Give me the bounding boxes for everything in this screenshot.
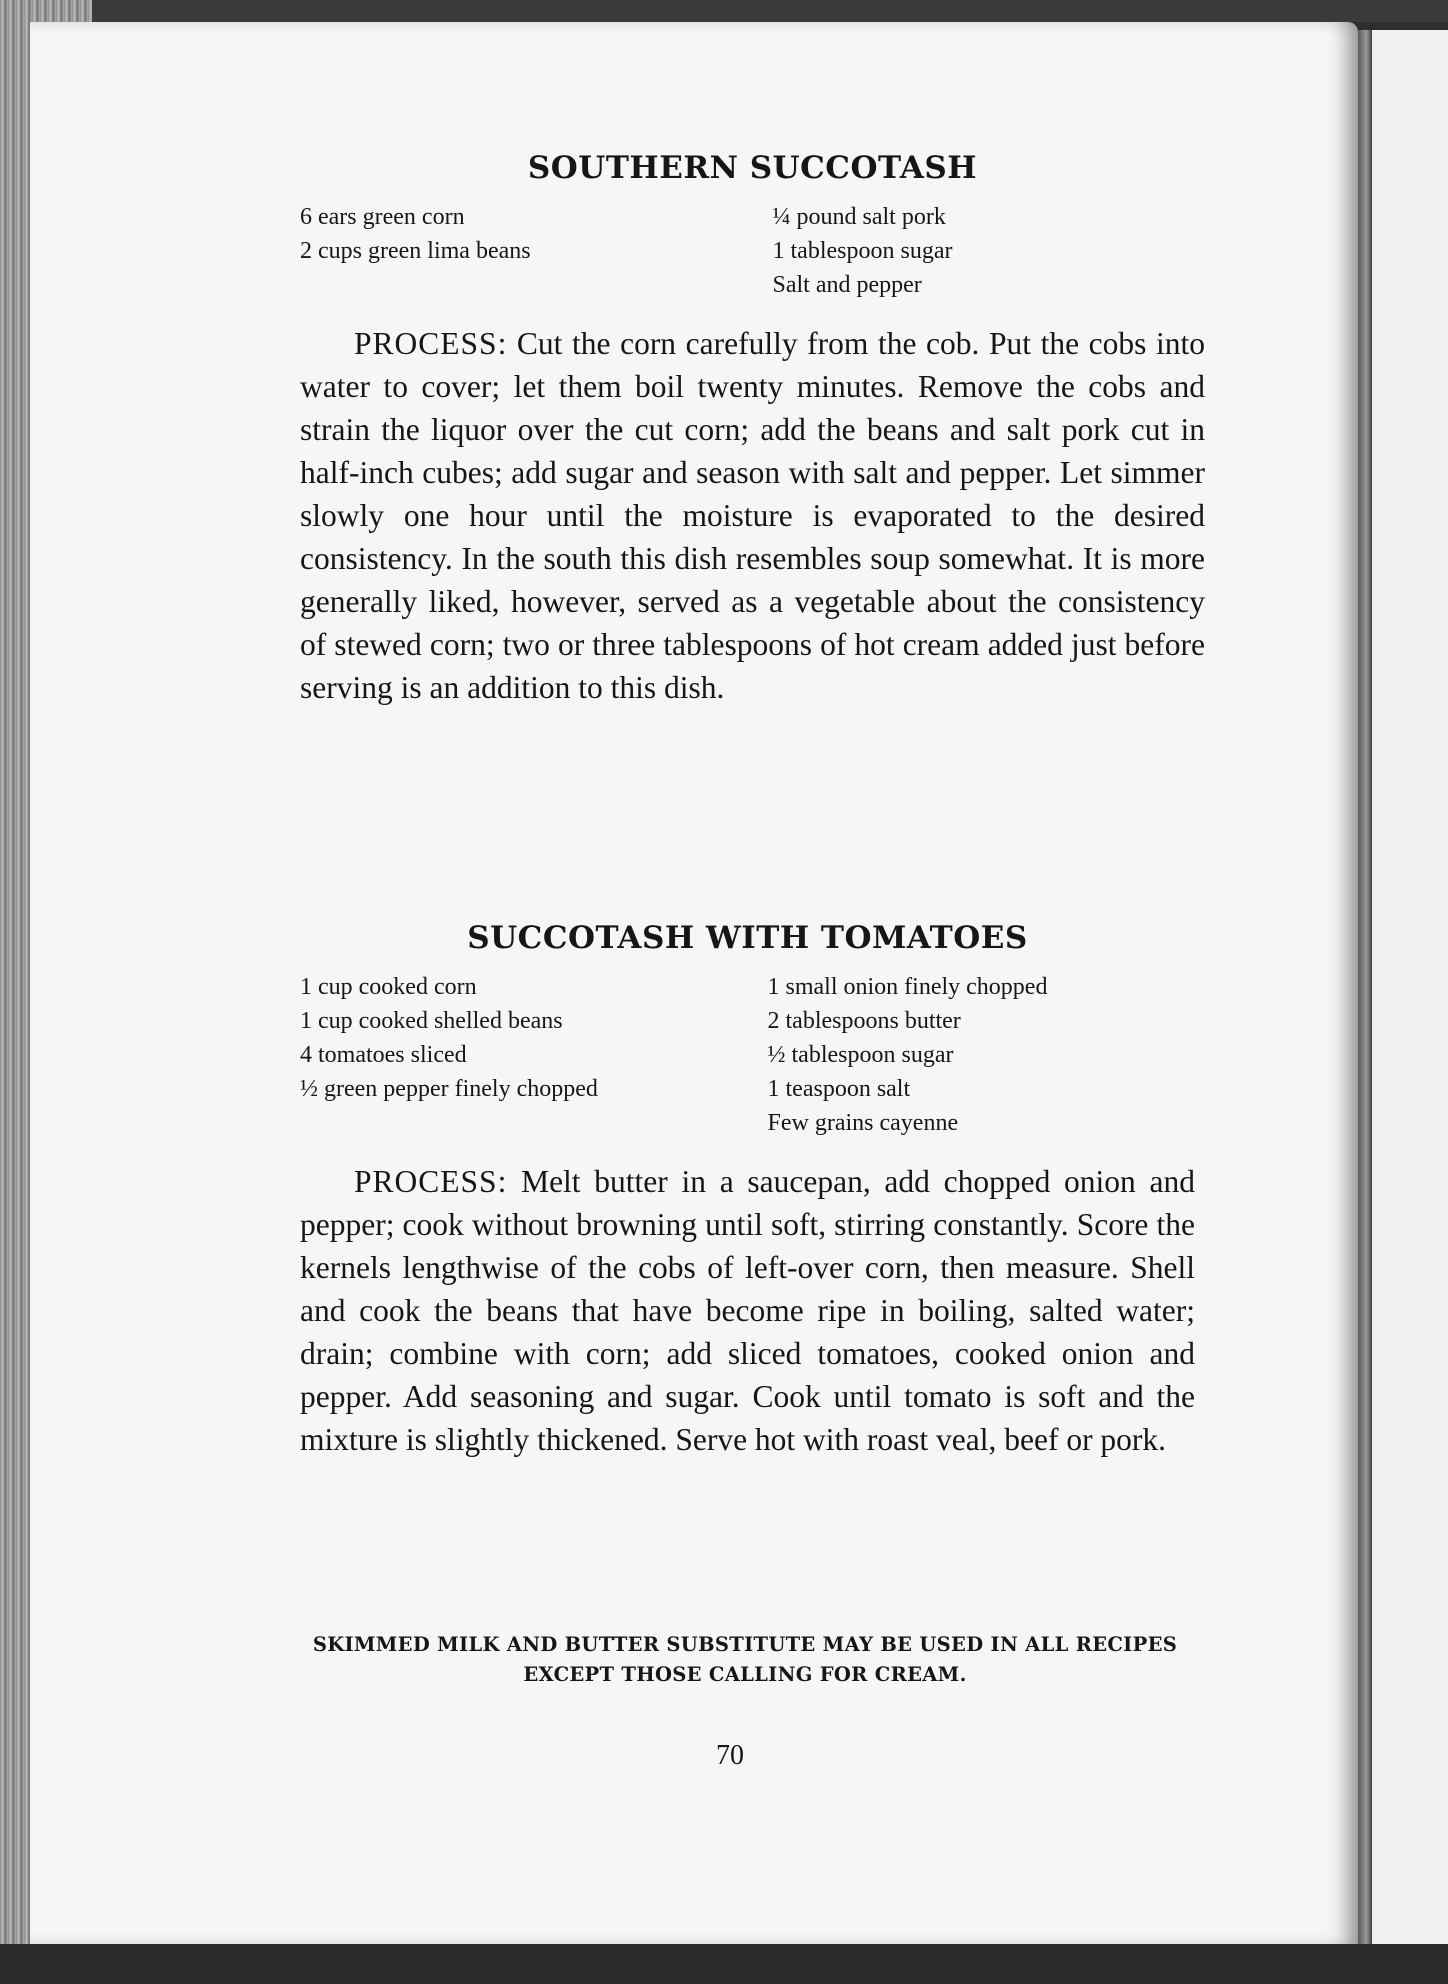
ingredient-list <box>300 970 1195 1140</box>
ingredient: Few grains cayenne <box>767 1110 959 1136</box>
ingredient: Salt and pepper <box>772 272 922 298</box>
footnote: SKIMMED MILK AND BUTTER SUBSTITUTE MAY BE USED IN ALL RECIPES EXCEPT THOSE CALLING FOR CREAM. <box>312 1633 1178 1686</box>
process-text: Melt butter in a saucepan, add chopped onion and pepper; cook without browning until soft, stirring constantly. Score the kernels lengthwise of the cobs of left-over corn, then measure. Shell and cook the beans that have become ripe in boiling, salted water; drain; combine with corn; add sliced tomatoes, cooked onion and pepper. Add seasoning and sugar. Cook until tomato is soft and the mixture is slightly thickened. Serve hot with roast veal, beef or pork. <box>300 1164 1196 1457</box>
process-paragraph <box>300 322 1205 709</box>
process-label: PROCESS: <box>354 326 508 361</box>
ingredient: 1 cup cooked shelled beans <box>300 1008 563 1034</box>
process-text: Cut the corn carefully from the cob. Put the cobs into water to cover; let them boil twenty minutes. Remove the cobs and strain the liquor over the cut corn; add the beans and salt pork cut in half-inch cubes; add sugar and season with salt and pepper. Let simmer slowly one hour until the moisture is evaporated to the desired consistency. In the south this dish resembles soup somewhat. It is more generally liked, however, served as a vegetable about the consistency of stewed corn; two or three tablespoons of hot cream added just before serving is an addition to this dish. <box>300 326 1205 705</box>
ingredients-right-column <box>728 970 1196 1140</box>
ingredient: 2 cups green lima beans <box>300 238 531 264</box>
ingredient: 2 tablespoons butter <box>767 1008 961 1034</box>
scan-border-top <box>0 0 1448 22</box>
ingredient: ½ tablespoon sugar <box>767 1042 954 1068</box>
ingredient: 1 cup cooked corn <box>300 974 477 1000</box>
ingredients-left-column <box>300 200 733 302</box>
recipe-title: SOUTHERN SUCCOTASH <box>527 150 978 186</box>
scan-border-bottom <box>0 1944 1448 1984</box>
facing-page-edge <box>1372 30 1448 1944</box>
ingredient: 1 tablespoon sugar <box>772 238 953 264</box>
ingredients-right-column <box>733 200 1206 302</box>
ingredient-list <box>300 200 1205 302</box>
ingredient: ½ green pepper finely chopped <box>300 1076 598 1102</box>
ingredients-left-column <box>300 970 728 1140</box>
ingredient: 4 tomatoes sliced <box>300 1042 467 1068</box>
process-paragraph <box>300 1160 1195 1461</box>
ingredient: 1 small onion finely chopped <box>767 974 1048 1000</box>
recipe-succotash-with-tomatoes <box>300 920 1195 1461</box>
ingredient: 1 teaspoon salt <box>767 1076 911 1102</box>
book-gutter <box>1358 30 1372 1944</box>
recipe-southern-succotash <box>300 150 1205 709</box>
process-label: PROCESS: <box>354 1164 508 1199</box>
ingredient: ¼ pound salt pork <box>772 204 946 230</box>
recipe-title: SUCCOTASH WITH TOMATOES <box>467 920 1028 956</box>
ingredient: 6 ears green corn <box>300 204 465 230</box>
page-number: 70 <box>716 1740 744 1771</box>
